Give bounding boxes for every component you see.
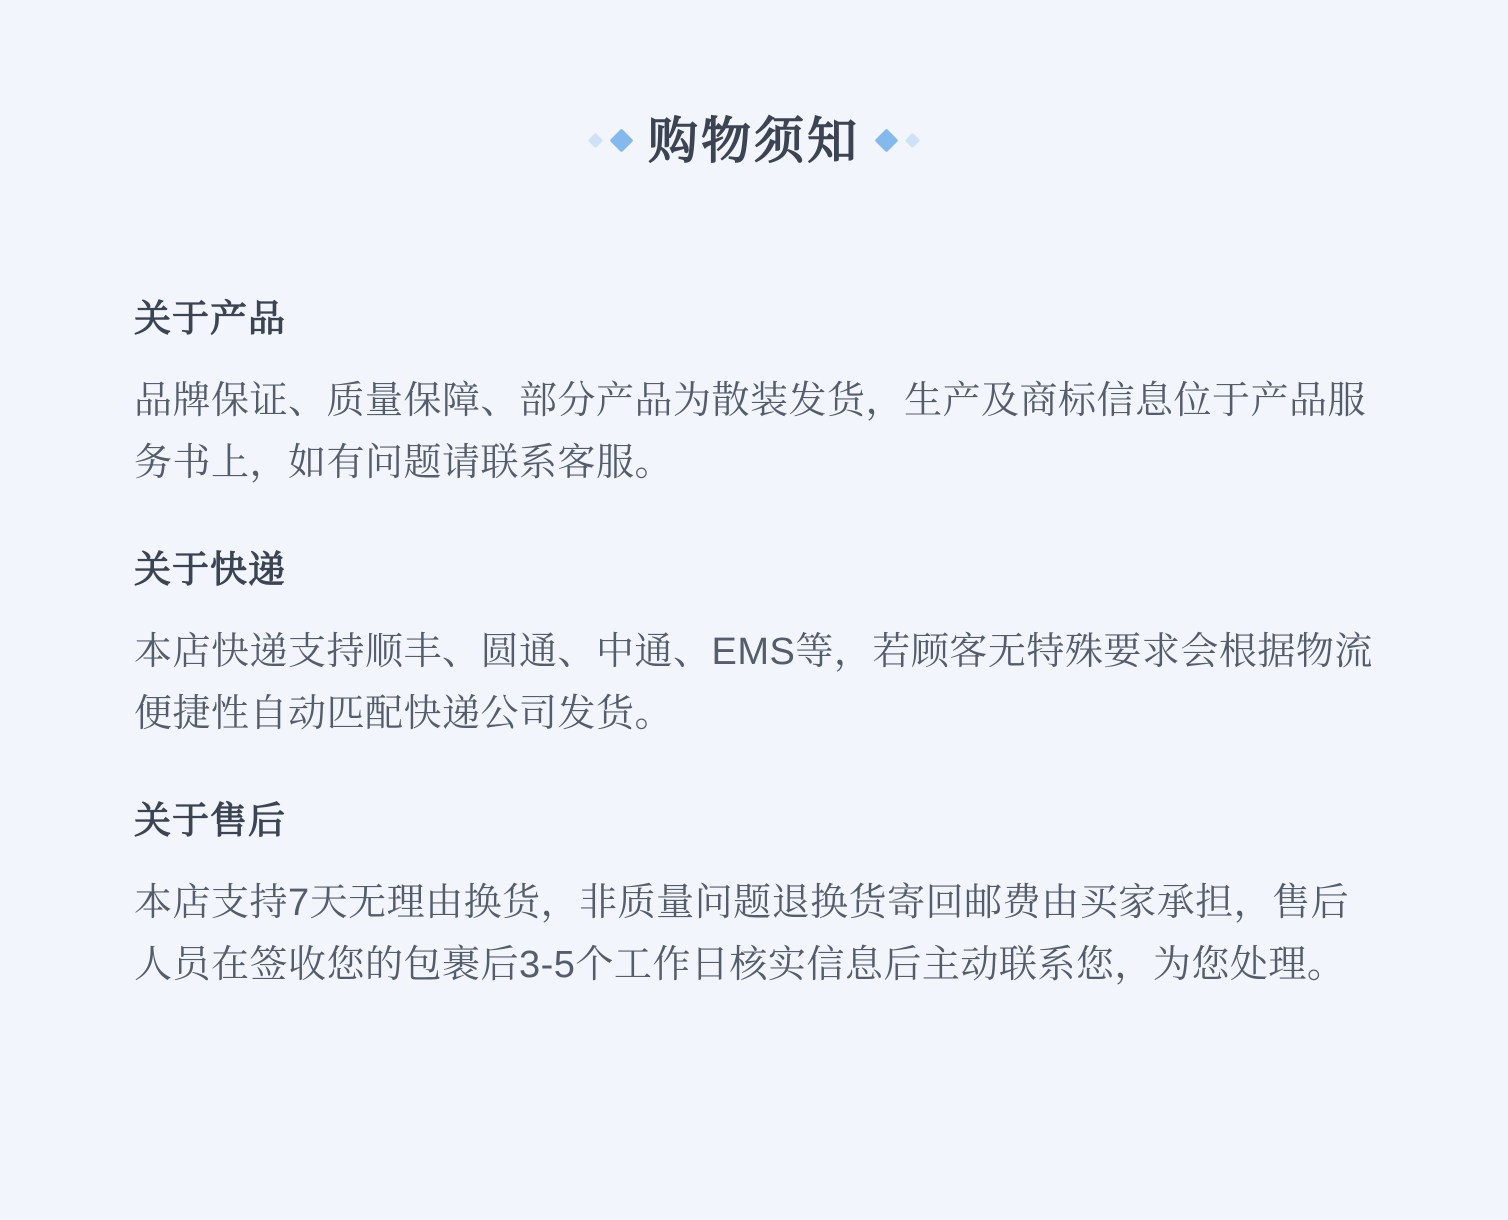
section-heading: 关于快递 bbox=[134, 549, 286, 591]
section-body: 品牌保证、质量保障、部分产品为散装发货，生产及商标信息位于产品服务书上，如有问题请联系客服。 bbox=[134, 380, 1367, 484]
diamond-small-icon bbox=[588, 133, 604, 149]
section-body: 本店支持7天无理由换货，非质量问题退换货寄回邮费由买家承担，售后人员在签收您的包裹后3-5个工作日核实信息后主动联系您，为您处理。 bbox=[134, 882, 1350, 987]
section-about-after-sales bbox=[134, 797, 1374, 996]
title-ornament-left bbox=[590, 132, 630, 149]
notice-content bbox=[0, 295, 1508, 997]
diamond-large-icon bbox=[874, 128, 898, 152]
page-title-row bbox=[0, 0, 1508, 199]
title-ornament-right bbox=[878, 132, 918, 149]
section-heading: 关于售后 bbox=[134, 800, 286, 842]
section-body: 本店快递支持顺丰、圆通、中通、EMS等，若顾客无特殊要求会根据物流便捷性自动匹配快递公司发货。 bbox=[134, 631, 1373, 735]
page-title: 购物须知 bbox=[648, 112, 860, 169]
section-heading: 关于产品 bbox=[134, 298, 286, 339]
diamond-large-icon bbox=[609, 128, 633, 152]
diamond-small-icon bbox=[905, 133, 921, 149]
section-about-shipping bbox=[134, 546, 1374, 745]
section-about-product bbox=[134, 295, 1374, 494]
